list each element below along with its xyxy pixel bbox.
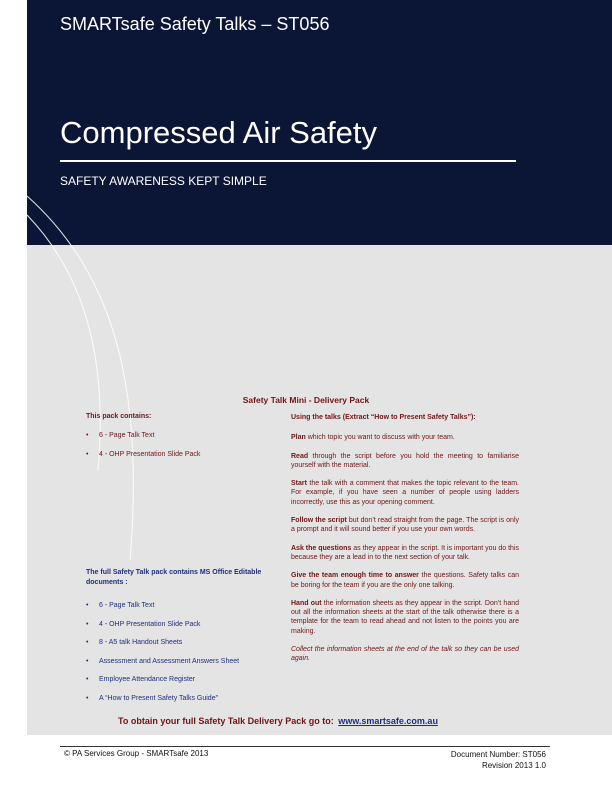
contains-list bbox=[86, 432, 274, 458]
title-rule bbox=[60, 160, 516, 162]
delivery-pack-title: Safety Talk Mini - Delivery Pack bbox=[242, 395, 370, 405]
document-number: Document Number: ST056 bbox=[450, 750, 546, 759]
list-item: • Employee Attendance Register bbox=[86, 676, 274, 683]
step-start: Start the talk with a comment that makes the topic relevant to the team. For example, if you have seen a number of people using ladders incorrectly, use this as your opening comment. bbox=[291, 480, 519, 506]
using-heading: Using the talks (Extract “How to Present Safety Talks”): bbox=[291, 414, 476, 421]
revision: Revision 2013 1.0 bbox=[481, 761, 546, 770]
step-hand-out: Hand out the information sheets as they appear in the script. Don’t hand out all the information sheets at the start of the talk otherwise there is a template for the team to read ahead and not listen to the points you are making. bbox=[291, 599, 520, 635]
list-item: • 6 - Page Talk Text bbox=[86, 602, 274, 609]
list-item: • 8 - A5 talk Handout Sheets bbox=[86, 639, 274, 646]
step-follow-script: Follow the script but don’t read straight from the page. The script is only a prompt and it will sound better if you use your own words. bbox=[291, 517, 519, 534]
pack-contents-column bbox=[86, 413, 274, 713]
brand-title: SMARTsafe Safety Talks – ST056 bbox=[60, 14, 330, 34]
tagline: SAFETY AWARENESS KEPT SIMPLE bbox=[60, 174, 267, 188]
using-talks-column bbox=[291, 413, 519, 673]
full-pack-list bbox=[86, 602, 274, 702]
list-item: • 4 - OHP Presentation Slide Pack bbox=[86, 451, 274, 458]
website-link[interactable]: www.smartsafe.com.au bbox=[338, 716, 438, 726]
step-plan: Plan which topic you want to discuss with your team. bbox=[291, 434, 455, 442]
full-pack-heading: The full Safety Talk pack contains MS Office Editable documents : bbox=[86, 569, 262, 586]
list-item: • 6 - Page Talk Text bbox=[86, 432, 274, 439]
page-title: Compressed Air Safety bbox=[60, 115, 378, 150]
step-read: Read through the script before you hold the meeting to familiarise yourself with the material. bbox=[291, 452, 519, 469]
step-give-time: Give the team enough time to answer the questions. Safety talks can be boring for the team if you are the only one talking. bbox=[291, 572, 520, 589]
list-item: • 4 - OHP Presentation Slide Pack bbox=[86, 621, 274, 628]
list-item: • Assessment and Assessment Answers Sheet bbox=[86, 658, 274, 665]
step-ask-questions: Ask the questions as they appear in the script. It is important you do this because they are a lead in to the next section of your talk. bbox=[291, 544, 519, 561]
footer-copyright: © PA Services Group - SMARTsafe 2013 bbox=[64, 749, 209, 758]
footer-doc-info bbox=[451, 749, 546, 771]
obtain-text: To obtain your full Safety Talk Delivery Pack go to: bbox=[118, 716, 334, 726]
obtain-pack-line bbox=[118, 716, 438, 726]
list-item: • A “How to Present Safety Talks Guide” bbox=[86, 695, 274, 702]
footer-rule bbox=[60, 746, 550, 747]
closing-note: Collect the information sheets at the end of the talk so they can be used again. bbox=[291, 646, 519, 663]
contains-heading: This pack contains: bbox=[86, 413, 152, 420]
